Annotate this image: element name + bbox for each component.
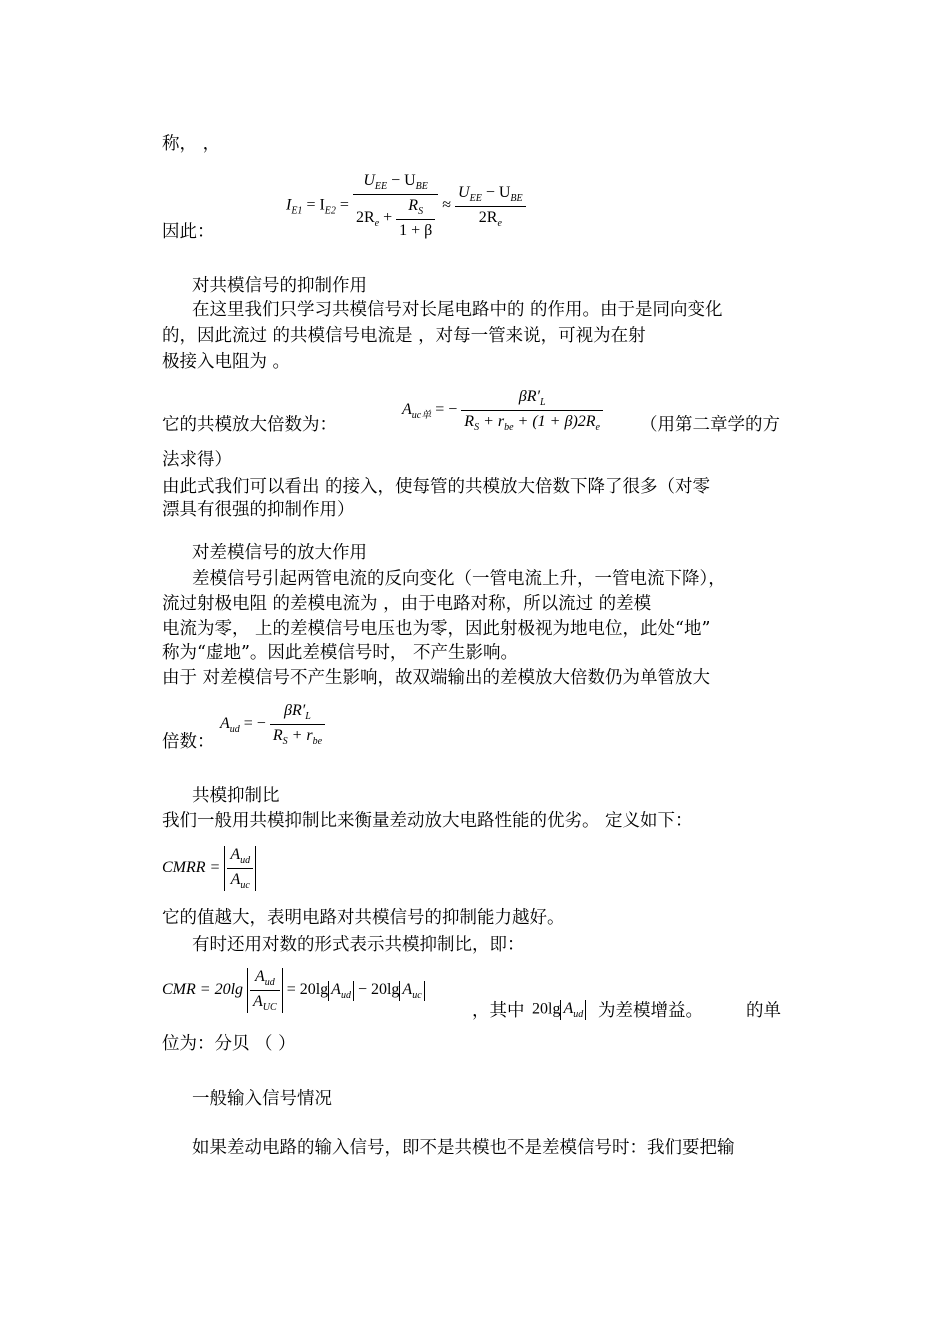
text-line: 极接入电阻为 。 <box>162 352 291 372</box>
text-line: 它的共模放大倍数为： <box>162 415 337 435</box>
text-line: 的，因此流过 的共模信号电流是 ，对每一管来说，可视为在射 <box>162 326 646 346</box>
section-heading: 共模抑制比 <box>192 786 280 806</box>
text-line: 它的值越大，表明电路对共模信号的抑制能力越好。 <box>162 908 565 928</box>
text-line: 为差模增益。 <box>598 1001 703 1021</box>
text-line: 我们一般用共模抑制比来衡量差动放大电路性能的优劣。 定义如下： <box>162 811 693 831</box>
text-line: 如果差动电路的输入信号，即不是共模也不是差模信号时：我们要把输 <box>192 1138 735 1158</box>
text-line: 漂具有很强的抑制作用） <box>162 500 355 520</box>
text-line: 由此式我们可以看出 的接入，使每管的共模放大倍数下降了很多（对零 <box>162 477 711 497</box>
text-line: 倍数： <box>162 732 215 752</box>
emitter-current-formula: $I_{E1} = I_{E2}$ = $U_{EE} - U_{BE}$ $2R_e$ + $\frac{R_S}{1 + \beta}$ ≈ $\frac{U_{EE} - U_{BE}}{2R_e}$ <box>286 172 526 240</box>
text-line: 差模信号引起两管电流的反向变化（一管电流上升，一管电流下降）， <box>192 569 726 589</box>
cmr-log-formula: CMR = 20lg $\frac{A_{ud}}{A_{UC}}$ = 20lg $A_{ud} - 20\lg$ $A_{uc}$ <box>162 968 425 1013</box>
section-heading: 对差模信号的放大作用 <box>192 543 367 563</box>
text-line: 的单 <box>746 1001 781 1021</box>
text-line: （用第二章学的方 <box>640 415 780 435</box>
text-line: 法求得） <box>162 450 232 470</box>
inline-gain-formula: 20lg $A_{ud}$ <box>532 1000 586 1020</box>
section-heading: 对共模信号的抑制作用 <box>192 276 367 296</box>
cmrr-formula: CMRR = $\frac{A_{ud}}{A_{uc}}$ <box>162 846 256 891</box>
text-line: ，其中 <box>472 1001 525 1021</box>
text-line: 位为：分贝 （ ） <box>162 1034 296 1054</box>
differential-gain-formula: $A_{ud}$ = − $\frac{\beta R'_L}{R_S + r_{be}}$ <box>220 702 325 747</box>
text-line: 流过射极电阻 的差模电流为 ，由于电路对称，所以流过 的差模 <box>162 594 652 614</box>
text-line: 称， ， <box>162 134 221 154</box>
common-mode-gain-formula: $A_{uc单}$ = − $\frac{\beta R'_L}{R_S + r_{be} + (1 + \beta)2R_e}$ <box>402 388 603 433</box>
text-line: 因此： <box>162 222 215 242</box>
section-heading: 一般输入信号情况 <box>192 1089 332 1109</box>
text-line: 在这里我们只学习共模信号对长尾电路中的 的作用。由于是同向变化 <box>192 300 723 320</box>
text-line: 有时还用对数的形式表示共模抑制比，即： <box>192 935 525 955</box>
text-line: 称为“虚地”。因此差模信号时， 不产生影响。 <box>162 643 518 663</box>
text-line: 电流为零， 上的差模信号电压也为零，因此射极视为地电位，此处“地” <box>162 619 711 639</box>
text-line: 由于 对差模信号不产生影响，故双端输出的差模放大倍数仍为单管放大 <box>162 668 711 688</box>
